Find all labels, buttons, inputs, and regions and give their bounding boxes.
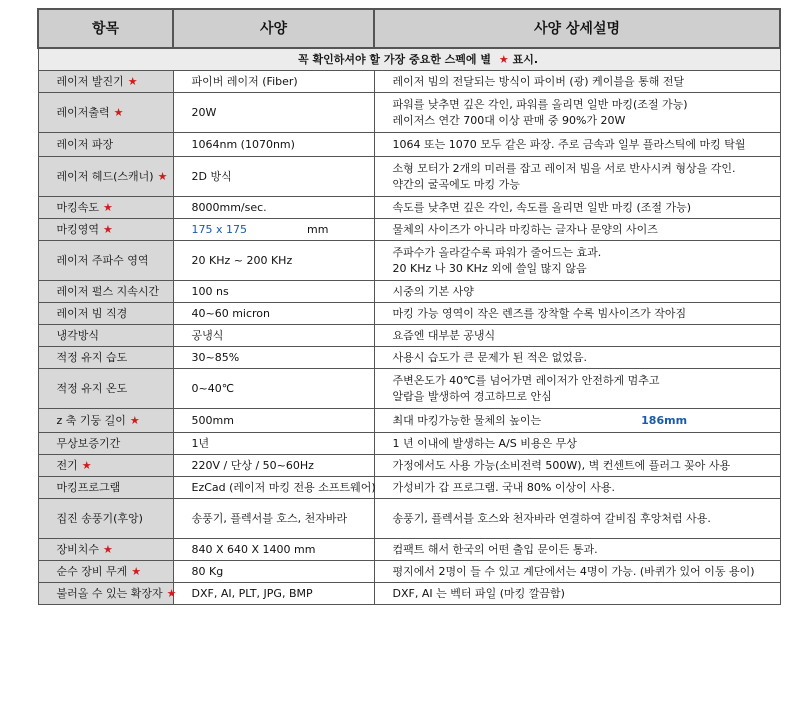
- item-cell: [38, 499, 173, 539]
- spec-cell: [173, 281, 374, 303]
- star-icon: ★: [157, 169, 168, 183]
- banner-text: 꼭 확인하셔야 할 가장 중요한 스펙에 별: [298, 52, 491, 66]
- detail-cell: [374, 325, 780, 347]
- item-label: 레이저 파장: [56, 137, 114, 151]
- detail-cell: [374, 433, 780, 455]
- item-cell: [38, 347, 173, 369]
- spec-value: 2D 방식: [191, 169, 232, 183]
- detail-line: 송풍기, 플렉서블 호스와 천자바라 연결하여 갈비집 후앙처럼 사용.: [392, 511, 711, 525]
- detail-line: 시중의 기본 사양: [392, 284, 474, 298]
- detail-cell: [374, 281, 780, 303]
- spec-value: 1064nm (1070nm): [191, 137, 295, 151]
- item-cell: [38, 369, 173, 409]
- item-cell: [38, 303, 173, 325]
- spec-cell: [173, 477, 374, 499]
- spec-value: 30~85%: [191, 350, 240, 364]
- spec-value: 20W: [191, 105, 217, 119]
- item-label: 레이저 발진기: [56, 74, 124, 88]
- item-label: 마킹속도: [56, 200, 100, 214]
- item-cell: [38, 219, 173, 241]
- detail-line: 주변온도가 40℃를 넘어가면 레이저가 안전하게 멈추고: [392, 373, 660, 387]
- item-cell: [38, 133, 173, 157]
- item-cell: [38, 241, 173, 281]
- detail-line: 최대 마킹가능한 물체의 높이는: [392, 413, 542, 427]
- banner-suffix: 표시.: [512, 52, 538, 66]
- detail-cell: [374, 303, 780, 325]
- item-label: 적정 유지 온도: [56, 381, 128, 395]
- star-icon: ★: [127, 74, 138, 88]
- item-cell: [38, 93, 173, 133]
- detail-cell: [374, 455, 780, 477]
- table-row: [38, 499, 780, 539]
- detail-cell: [374, 409, 780, 433]
- detail-cell: [374, 241, 780, 281]
- item-label: 레이저 빔 직경: [56, 306, 128, 320]
- detail-line: 요즘엔 대부분 공냉식: [392, 328, 496, 342]
- detail-cell: [374, 369, 780, 409]
- item-cell: [38, 539, 173, 561]
- star-icon: ★: [131, 564, 142, 578]
- table-row: [38, 347, 780, 369]
- header-item: 항목: [38, 9, 173, 48]
- detail-line: 평지에서 2명이 들 수 있고 계단에서는 4명이 가능. (바퀴가 있어 이동 용이): [392, 564, 755, 578]
- detail-cell: [374, 477, 780, 499]
- table-row: [38, 325, 780, 347]
- spec-unit: mm: [307, 222, 329, 236]
- spec-value: DXF, AI, PLT, JPG, BMP: [191, 586, 313, 600]
- detail-line: 컴팩트 해서 한국의 어떤 출입 문이든 통과.: [392, 542, 598, 556]
- detail-line: 알람을 발생하여 경고하므로 안심: [392, 389, 552, 403]
- spec-value: 송풍기, 플렉서블 호스, 천자바라: [191, 511, 348, 525]
- header-spec: 사양: [173, 9, 374, 48]
- detail-line: 레이저스 연간 700대 이상 판매 중 90%가 20W: [392, 113, 626, 127]
- detail-cell: [374, 133, 780, 157]
- item-label: 전기: [56, 458, 78, 472]
- item-label: z 축 기둥 길이: [56, 413, 126, 427]
- table-row: [38, 583, 780, 605]
- table-header-row: [38, 9, 780, 48]
- spec-value: 파이버 레이저 (Fiber): [191, 74, 298, 88]
- spec-value: 80 Kg: [191, 564, 224, 578]
- detail-line: 약간의 굴곡에도 마킹 가능: [392, 177, 520, 191]
- item-label: 불러올 수 있는 확장자: [56, 586, 163, 600]
- spec-value: 100 ns: [191, 284, 229, 298]
- detail-line: 사용시 습도가 큰 문제가 된 적은 없었음.: [392, 350, 587, 364]
- item-label: 냉각방식: [56, 328, 100, 342]
- item-label: 집진 송풍기(후앙): [56, 511, 143, 525]
- table-row: [38, 93, 780, 133]
- item-label: 적정 유지 습도: [56, 350, 128, 364]
- item-cell: [38, 477, 173, 499]
- item-label: 장비치수: [56, 542, 100, 556]
- star-icon: ★: [498, 52, 509, 66]
- detail-line: 가정에서도 사용 가능(소비전력 500W), 벽 컨센트에 플러그 꽂아 사용: [392, 458, 731, 472]
- item-cell: [38, 325, 173, 347]
- spec-cell: [173, 93, 374, 133]
- table-row: [38, 281, 780, 303]
- item-cell: [38, 561, 173, 583]
- table-row: [38, 157, 780, 197]
- detail-cell: [374, 71, 780, 93]
- detail-line: 소형 모터가 2개의 미러를 잡고 레이저 빔을 서로 반사시켜 형상을 각인.: [392, 161, 736, 175]
- table-row: [38, 219, 780, 241]
- spec-cell: [173, 499, 374, 539]
- spec-value: 공냉식: [191, 328, 224, 342]
- spec-cell: [173, 325, 374, 347]
- star-icon: ★: [113, 105, 124, 119]
- detail-line: 1064 또는 1070 모두 같은 파장. 주로 금속과 일부 플라스틱에 마킹 탁월: [392, 137, 746, 151]
- spec-cell: [173, 197, 374, 219]
- detail-cell: [374, 583, 780, 605]
- table-row: [38, 71, 780, 93]
- star-icon: ★: [166, 586, 177, 600]
- table-row: [38, 561, 780, 583]
- item-label: 레이저 헤드(스캐너): [56, 169, 154, 183]
- detail-line: 레이저 빔의 전달되는 방식이 파이버 (광) 케이블을 통해 전달: [392, 74, 685, 88]
- detail-line: 20 KHz 나 30 KHz 외에 쓸일 많지 않음: [392, 261, 587, 275]
- spec-cell: [173, 409, 374, 433]
- spec-cell: [173, 583, 374, 605]
- detail-cell: [374, 499, 780, 539]
- table-row: [38, 241, 780, 281]
- spec-cell: [173, 133, 374, 157]
- star-icon: ★: [103, 200, 113, 214]
- table-row: [38, 455, 780, 477]
- item-label: 마킹프로그램: [56, 480, 121, 494]
- detail-cell: [374, 561, 780, 583]
- table-row: [38, 539, 780, 561]
- item-label: 레이저 주파수 영역: [56, 253, 149, 267]
- spec-cell: [173, 157, 374, 197]
- star-icon: ★: [129, 413, 140, 427]
- detail-line: 가성비가 갑 프로그램. 국내 80% 이상이 사용.: [392, 480, 615, 494]
- detail-value: 186mm: [641, 413, 688, 427]
- spec-value: 1년: [191, 436, 210, 450]
- spec-value: 0~40℃: [191, 381, 235, 395]
- detail-cell: [374, 197, 780, 219]
- item-cell: [38, 583, 177, 605]
- spec-value: 40~60 micron: [191, 306, 271, 320]
- spec-cell: [173, 455, 374, 477]
- item-label: 무상보증기간: [56, 436, 121, 450]
- table-row: [38, 369, 780, 409]
- item-cell: [38, 197, 173, 219]
- table-row: [38, 433, 780, 455]
- detail-line: 마킹 가능 영역이 작은 렌즈를 장착할 수록 빔사이즈가 작아짐: [392, 306, 687, 320]
- spec-value: EzCad (레이저 마킹 전용 소프트웨어): [191, 480, 376, 494]
- spec-cell: [173, 561, 374, 583]
- spec-value: 500mm: [191, 413, 234, 427]
- banner-cell: [38, 48, 780, 71]
- item-label: 레이저 펄스 지속시간: [56, 284, 160, 298]
- item-cell: [38, 281, 173, 303]
- item-label: 마킹영역: [56, 222, 100, 236]
- spec-cell: [173, 303, 374, 325]
- star-icon: ★: [103, 542, 113, 556]
- detail-cell: [374, 93, 780, 133]
- detail-line: 물체의 사이즈가 아니라 마킹하는 글자나 문양의 사이즈: [392, 222, 658, 236]
- banner-row: [38, 48, 780, 71]
- spec-cell: [173, 539, 374, 561]
- spec-cell: [173, 219, 374, 241]
- item-label: 순수 장비 무게: [56, 564, 128, 578]
- detail-cell: [374, 539, 780, 561]
- spec-cell: [173, 369, 374, 409]
- spec-value: 20 KHz ~ 200 KHz: [191, 253, 293, 267]
- detail-line: DXF, AI 는 벡터 파일 (마킹 깔끔함): [392, 586, 565, 600]
- detail-cell: [374, 157, 780, 197]
- detail-line: 1 년 이내에 발생하는 A/S 비용은 무상: [392, 436, 577, 450]
- item-cell: [38, 409, 173, 433]
- item-label: 레이저출력: [56, 105, 110, 119]
- spec-cell: [173, 71, 374, 93]
- spec-value: 220V / 단상 / 50~60Hz: [191, 458, 314, 472]
- spec-value: 175 x 175: [191, 222, 247, 236]
- spec-cell: [173, 433, 374, 455]
- detail-line: 파워를 낮추면 깊은 각인, 파워를 올리면 일반 마킹(조절 가능): [392, 97, 688, 111]
- table-row: [38, 303, 780, 325]
- item-cell: [38, 71, 173, 93]
- detail-line: 주파수가 올라갈수록 파워가 줄어드는 효과.: [392, 245, 602, 259]
- table-row: [38, 477, 780, 499]
- spec-value: 8000mm/sec.: [191, 200, 267, 214]
- star-icon: ★: [103, 222, 113, 236]
- spec-cell: [173, 241, 374, 281]
- table-row: [38, 409, 780, 433]
- table-row: [38, 133, 780, 157]
- item-cell: [38, 157, 173, 197]
- spec-cell: [173, 347, 374, 369]
- item-cell: [38, 455, 173, 477]
- spec-table: [37, 8, 781, 605]
- header-detail: 사양 상세설명: [374, 9, 780, 48]
- star-icon: ★: [81, 458, 92, 472]
- detail-cell: [374, 347, 780, 369]
- item-cell: [38, 433, 173, 455]
- table-row: [38, 197, 780, 219]
- spec-value: 840 X 640 X 1400 mm: [191, 542, 316, 556]
- detail-cell: [374, 219, 780, 241]
- detail-line: 속도를 낮추면 깊은 각인, 속도를 올리면 일반 마킹 (조절 가능): [392, 200, 692, 214]
